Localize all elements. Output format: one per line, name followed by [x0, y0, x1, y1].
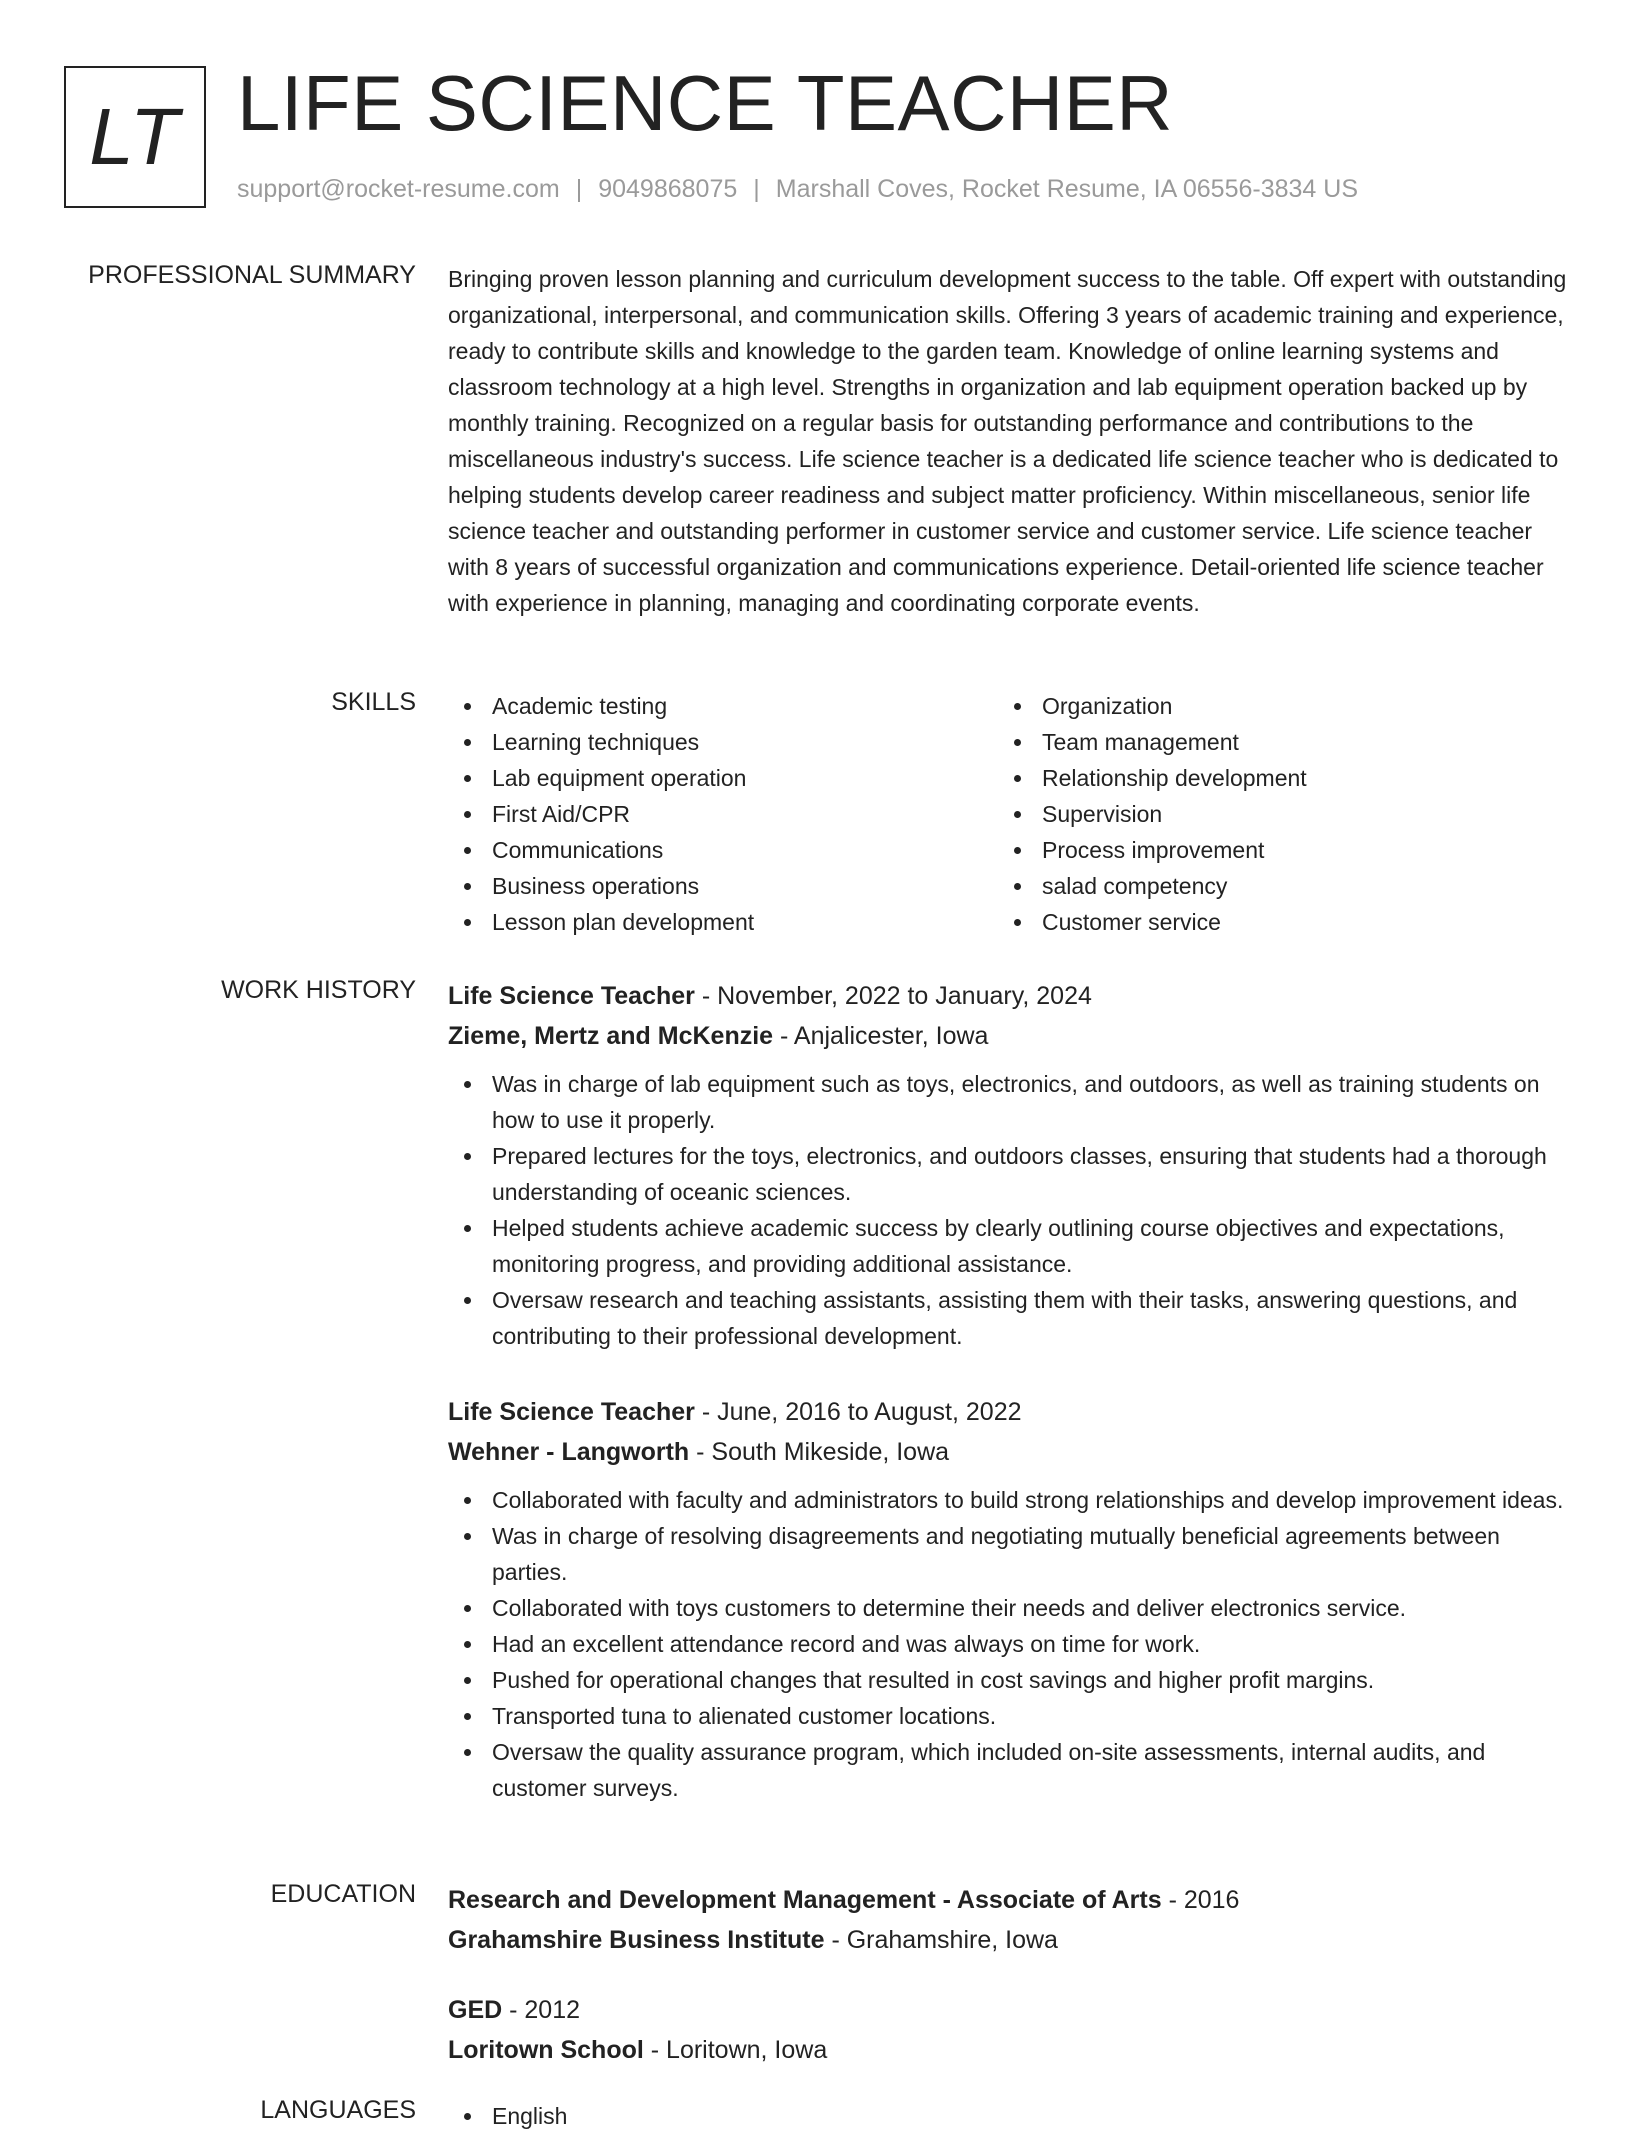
contact-line	[237, 175, 1358, 204]
duty-item: Pushed for operational changes that resulted in cost savings and higher profit margins.	[448, 1662, 1568, 1698]
education-degree: GED	[448, 1996, 503, 2024]
skill-item: Communications	[448, 832, 998, 868]
skill-item: Supervision	[998, 796, 1548, 832]
skill-item: Organization	[998, 688, 1548, 724]
monogram-initials: LT	[89, 92, 181, 181]
duty-item: Prepared lectures for the toys, electronics, and outdoors classes, ensuring that students had a thorough understanding of oceanic sciences.	[448, 1138, 1568, 1210]
skill-item: Business operations	[448, 868, 998, 904]
job-role: Life Science Teacher	[448, 1398, 695, 1426]
education-title: EDUCATION	[270, 1880, 416, 1908]
duty-item: Was in charge of resolving disagreements and negotiating mutually beneficial agreements between parties.	[448, 1518, 1568, 1590]
education-location: - Loritown, Iowa	[643, 2036, 828, 2064]
skill-item: Process improvement	[998, 832, 1548, 868]
skill-item: Lesson plan development	[448, 904, 998, 940]
education-year: - 2016	[1161, 1886, 1240, 1914]
languages-title: LANGUAGES	[260, 2096, 416, 2124]
contact-email[interactable]: support@rocket-resume.com	[237, 175, 560, 203]
duty-item: Helped students achieve academic success by clearly outlining course objectives and expectations, monitoring progress, and providing additional assistance.	[448, 1210, 1568, 1282]
skill-item: Lab equipment operation	[448, 760, 998, 796]
job-role-line	[448, 1392, 1568, 1432]
job-duties	[448, 1482, 1568, 1806]
duty-item: Transported tuna to alienated customer locations.	[448, 1698, 1568, 1734]
skill-item: Learning techniques	[448, 724, 998, 760]
education-year: - 2012	[502, 1996, 581, 2024]
summary-title: PROFESSIONAL SUMMARY	[88, 261, 416, 289]
skill-item: Team management	[998, 724, 1548, 760]
monogram-logo	[64, 66, 206, 208]
skills-list-right	[998, 688, 1548, 940]
skill-item: salad competency	[998, 868, 1548, 904]
skill-item: First Aid/CPR	[448, 796, 998, 832]
resume-title: LIFE SCIENCE TEACHER	[237, 59, 1174, 147]
duty-item: Had an excellent attendance record and was always on time for work.	[448, 1626, 1568, 1662]
contact-address: Marshall Coves, Rocket Resume, IA 06556-3834 US	[775, 175, 1358, 203]
job-role-line	[448, 976, 1568, 1016]
job-duties	[448, 1066, 1568, 1354]
languages-list	[448, 2098, 1568, 2134]
job-company: Wehner - Langworth	[448, 1438, 690, 1466]
education-entry	[448, 1880, 1568, 1960]
summary-text: Bringing proven lesson planning and curriculum development success to the table. Off expert with outstanding organizational, interpersonal, and communication skills. Offering 3 years of academic training and experience, ready to contribute skills and knowledge to the garden team. Knowledge of online learning systems and classroom technology at a high level. Strengths in organization and lab equipment operation backed up by monthly training. Recognized on a regular basis for outstanding performance and contributions to the miscellaneous industry's success. Life science teacher is a dedicated life science teacher who is dedicated to helping students develop career readiness and subject matter proficiency. Within miscellaneous, senior life science teacher and outstanding performer in customer service and customer service. Life science teacher with 8 years of successful organization and communications experience. Detail-oriented life science teacher with experience in planning, managing and coordinating corporate events.	[448, 266, 1567, 616]
job-location: - Anjalicester, Iowa	[773, 1022, 989, 1050]
contact-separator: |	[575, 175, 583, 203]
job-company: Zieme, Mertz and McKenzie	[448, 1022, 774, 1050]
contact-separator: |	[753, 175, 760, 203]
duty-item: Was in charge of lab equipment such as toys, electronics, and outdoors, as well as training students on how to use it properly.	[448, 1066, 1568, 1138]
education-degree: Research and Development Management - Associate of Arts	[448, 1886, 1162, 1914]
job-entry	[448, 1392, 1568, 1806]
duty-item: Collaborated with toys customers to determine their needs and deliver electronics service.	[448, 1590, 1568, 1626]
contact-phone[interactable]: 9049868075	[598, 175, 738, 203]
skill-item: Academic testing	[448, 688, 998, 724]
skills-title: SKILLS	[331, 688, 416, 716]
duty-item: Oversaw the quality assurance program, which included on-site assessments, internal audits, and customer surveys.	[448, 1734, 1568, 1806]
education-school: Loritown School	[448, 2036, 644, 2064]
education-entry	[448, 1990, 1568, 2070]
job-company-line	[448, 1016, 1568, 1056]
duty-item: Collaborated with faculty and administrators to build strong relationships and develop improvement ideas.	[448, 1482, 1568, 1518]
education-school: Grahamshire Business Institute	[448, 1926, 825, 1954]
education-location: - Grahamshire, Iowa	[824, 1926, 1058, 1954]
skills-list-left	[448, 688, 998, 940]
language-item: English	[448, 2098, 1568, 2134]
job-dates: - June, 2016 to August, 2022	[694, 1398, 1022, 1426]
skill-item: Relationship development	[998, 760, 1548, 796]
work-title: WORK HISTORY	[221, 976, 416, 1004]
job-entry	[448, 976, 1568, 1354]
job-dates: - November, 2022 to January, 2024	[694, 982, 1092, 1010]
job-company-line	[448, 1432, 1568, 1472]
skill-item: Customer service	[998, 904, 1548, 940]
job-role: Life Science Teacher	[448, 982, 695, 1010]
duty-item: Oversaw research and teaching assistants, assisting them with their tasks, answering questions, and contributing to their professional development.	[448, 1282, 1568, 1354]
job-location: - South Mikeside, Iowa	[689, 1438, 950, 1466]
